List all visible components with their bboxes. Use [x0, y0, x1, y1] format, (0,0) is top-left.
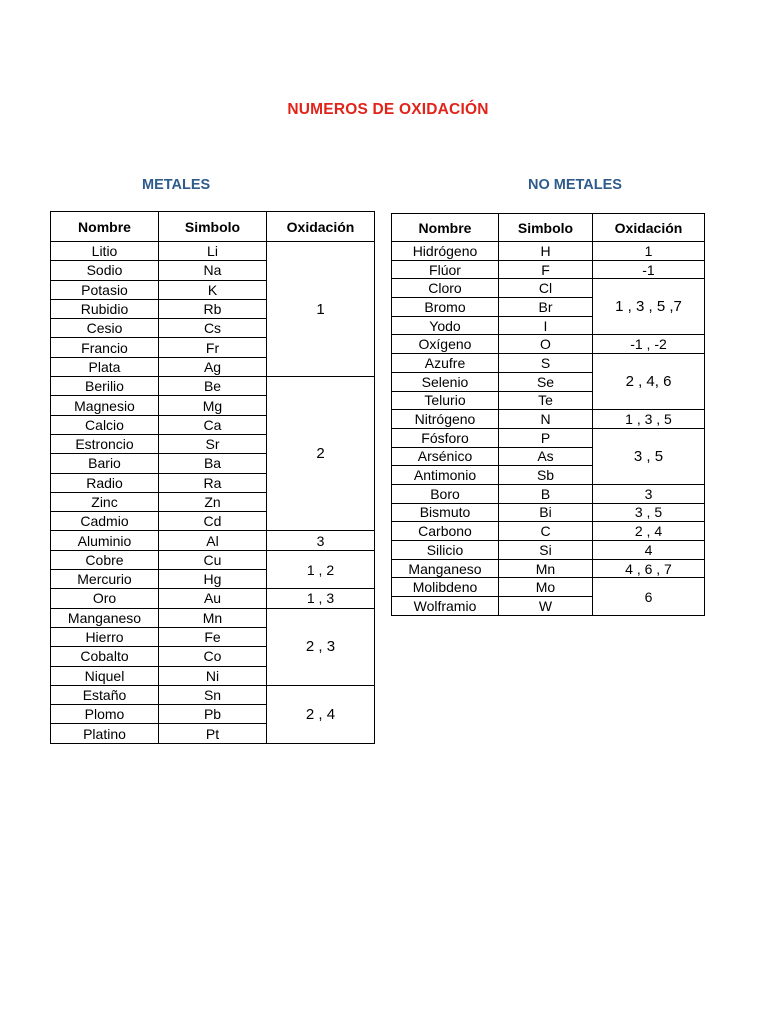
table-row	[51, 550, 375, 569]
element-name-cell: Aluminio	[51, 531, 159, 550]
element-symbol-cell: Br	[499, 298, 593, 317]
element-symbol-cell: Pb	[159, 705, 267, 724]
element-symbol-cell: Cl	[499, 279, 593, 298]
table-row	[51, 608, 375, 627]
element-name-cell: Platino	[51, 724, 159, 743]
element-name-cell: Oro	[51, 589, 159, 608]
table-header-row	[51, 212, 375, 242]
table-row	[51, 685, 375, 704]
oxidation-state-cell: 4	[593, 541, 705, 560]
element-symbol-cell: F	[499, 260, 593, 279]
element-name-cell: Oxígeno	[392, 335, 499, 354]
oxidation-state-cell: 2 , 3	[267, 608, 375, 685]
element-name-cell: Flúor	[392, 260, 499, 279]
element-name-cell: Manganeso	[392, 559, 499, 578]
element-symbol-cell: Mn	[159, 608, 267, 627]
element-name-cell: Potasio	[51, 280, 159, 299]
table-row	[392, 541, 705, 560]
element-symbol-cell: B	[499, 484, 593, 503]
element-symbol-cell: As	[499, 447, 593, 466]
table-row	[392, 559, 705, 578]
element-name-cell: Carbono	[392, 522, 499, 541]
table-row	[392, 428, 705, 447]
element-name-cell: Francio	[51, 338, 159, 357]
element-name-cell: Silicio	[392, 541, 499, 560]
table-header-row	[392, 214, 705, 242]
element-symbol-cell: I	[499, 316, 593, 335]
column-header-simbolo: Simbolo	[159, 212, 267, 242]
element-symbol-cell: Bi	[499, 503, 593, 522]
element-symbol-cell: Sr	[159, 434, 267, 453]
element-symbol-cell: Al	[159, 531, 267, 550]
element-name-cell: Cloro	[392, 279, 499, 298]
element-symbol-cell: Sn	[159, 685, 267, 704]
element-name-cell: Manganeso	[51, 608, 159, 627]
element-name-cell: Yodo	[392, 316, 499, 335]
element-name-cell: Radio	[51, 473, 159, 492]
element-symbol-cell: S	[499, 354, 593, 373]
oxidation-state-cell: 2 , 4	[267, 685, 375, 743]
element-symbol-cell: Se	[499, 372, 593, 391]
table-row	[392, 335, 705, 354]
element-symbol-cell: Mo	[499, 578, 593, 597]
element-name-cell: Zinc	[51, 492, 159, 511]
element-name-cell: Selenio	[392, 372, 499, 391]
element-name-cell: Mercurio	[51, 570, 159, 589]
element-symbol-cell: Be	[159, 377, 267, 396]
metales-table	[50, 211, 375, 744]
element-name-cell: Magnesio	[51, 396, 159, 415]
element-symbol-cell: Ra	[159, 473, 267, 492]
element-name-cell: Hierro	[51, 627, 159, 646]
element-symbol-cell: Pt	[159, 724, 267, 743]
table-row	[51, 377, 375, 396]
no-metales-table	[391, 213, 705, 616]
element-symbol-cell: N	[499, 410, 593, 429]
column-header-simbolo: Simbolo	[499, 214, 593, 242]
element-name-cell: Litio	[51, 242, 159, 261]
oxidation-state-cell: 1	[593, 242, 705, 261]
element-name-cell: Cobre	[51, 550, 159, 569]
element-name-cell: Plomo	[51, 705, 159, 724]
element-symbol-cell: O	[499, 335, 593, 354]
element-name-cell: Cesio	[51, 319, 159, 338]
element-name-cell: Wolframio	[392, 597, 499, 616]
element-name-cell: Calcio	[51, 415, 159, 434]
oxidation-state-cell: 2 , 4, 6	[593, 354, 705, 410]
column-header-oxidacion: Oxidación	[593, 214, 705, 242]
element-name-cell: Molibdeno	[392, 578, 499, 597]
table-row	[392, 354, 705, 373]
element-name-cell: Telurio	[392, 391, 499, 410]
element-name-cell: Fósforo	[392, 428, 499, 447]
element-symbol-cell: Ag	[159, 357, 267, 376]
table-row	[51, 589, 375, 608]
element-symbol-cell: P	[499, 428, 593, 447]
oxidation-state-cell: -1	[593, 260, 705, 279]
table-row	[392, 260, 705, 279]
column-header-nombre: Nombre	[392, 214, 499, 242]
oxidation-state-cell: 3 , 5	[593, 428, 705, 484]
element-symbol-cell: Na	[159, 261, 267, 280]
element-symbol-cell: Ni	[159, 666, 267, 685]
oxidation-state-cell: 1 , 3 , 5	[593, 410, 705, 429]
element-symbol-cell: Co	[159, 647, 267, 666]
element-name-cell: Estroncio	[51, 434, 159, 453]
element-symbol-cell: Rb	[159, 299, 267, 318]
table-row	[392, 578, 705, 597]
element-symbol-cell: Ba	[159, 454, 267, 473]
table-row	[392, 522, 705, 541]
oxidation-state-cell: 4 , 6 , 7	[593, 559, 705, 578]
oxidation-state-cell: -1 , -2	[593, 335, 705, 354]
oxidation-state-cell: 2 , 4	[593, 522, 705, 541]
oxidation-state-cell: 2	[267, 377, 375, 531]
no-metales-heading: NO METALES	[528, 177, 622, 193]
element-name-cell: Nitrógeno	[392, 410, 499, 429]
element-symbol-cell: Sb	[499, 466, 593, 485]
element-symbol-cell: Cu	[159, 550, 267, 569]
oxidation-state-cell: 1 , 2	[267, 550, 375, 589]
element-name-cell: Bario	[51, 454, 159, 473]
oxidation-state-cell: 3	[267, 531, 375, 550]
table-row	[51, 242, 375, 261]
element-symbol-cell: Te	[499, 391, 593, 410]
table-row	[392, 410, 705, 429]
element-symbol-cell: Fe	[159, 627, 267, 646]
element-name-cell: Rubidio	[51, 299, 159, 318]
element-name-cell: Antimonio	[392, 466, 499, 485]
metales-heading: METALES	[142, 177, 211, 193]
element-name-cell: Niquel	[51, 666, 159, 685]
element-name-cell: Cadmio	[51, 512, 159, 531]
element-symbol-cell: Fr	[159, 338, 267, 357]
element-name-cell: Plata	[51, 357, 159, 376]
element-symbol-cell: Mg	[159, 396, 267, 415]
table-row	[392, 503, 705, 522]
element-symbol-cell: C	[499, 522, 593, 541]
oxidation-state-cell: 1	[267, 242, 375, 377]
element-name-cell: Sodio	[51, 261, 159, 280]
table-row	[392, 242, 705, 261]
element-symbol-cell: W	[499, 597, 593, 616]
element-symbol-cell: Cd	[159, 512, 267, 531]
table-row	[51, 531, 375, 550]
oxidation-state-cell: 1 , 3	[267, 589, 375, 608]
element-symbol-cell: Mn	[499, 559, 593, 578]
element-symbol-cell: Si	[499, 541, 593, 560]
oxidation-state-cell: 3	[593, 484, 705, 503]
table-row	[392, 279, 705, 298]
element-symbol-cell: Zn	[159, 492, 267, 511]
element-symbol-cell: Cs	[159, 319, 267, 338]
element-name-cell: Estaño	[51, 685, 159, 704]
element-name-cell: Bismuto	[392, 503, 499, 522]
column-header-nombre: Nombre	[51, 212, 159, 242]
element-symbol-cell: K	[159, 280, 267, 299]
element-name-cell: Bromo	[392, 298, 499, 317]
element-symbol-cell: Hg	[159, 570, 267, 589]
element-name-cell: Arsénico	[392, 447, 499, 466]
page-title: NUMEROS DE OXIDACIÓN	[287, 101, 489, 118]
element-symbol-cell: Au	[159, 589, 267, 608]
element-name-cell: Berilio	[51, 377, 159, 396]
oxidation-state-cell: 1 , 3 , 5 ,7	[593, 279, 705, 335]
element-name-cell: Hidrógeno	[392, 242, 499, 261]
element-symbol-cell: Li	[159, 242, 267, 261]
element-symbol-cell: H	[499, 242, 593, 261]
table-row	[392, 484, 705, 503]
column-header-oxidacion: Oxidación	[267, 212, 375, 242]
element-symbol-cell: Ca	[159, 415, 267, 434]
oxidation-state-cell: 3 , 5	[593, 503, 705, 522]
oxidation-state-cell: 6	[593, 578, 705, 615]
element-name-cell: Boro	[392, 484, 499, 503]
element-name-cell: Azufre	[392, 354, 499, 373]
element-name-cell: Cobalto	[51, 647, 159, 666]
